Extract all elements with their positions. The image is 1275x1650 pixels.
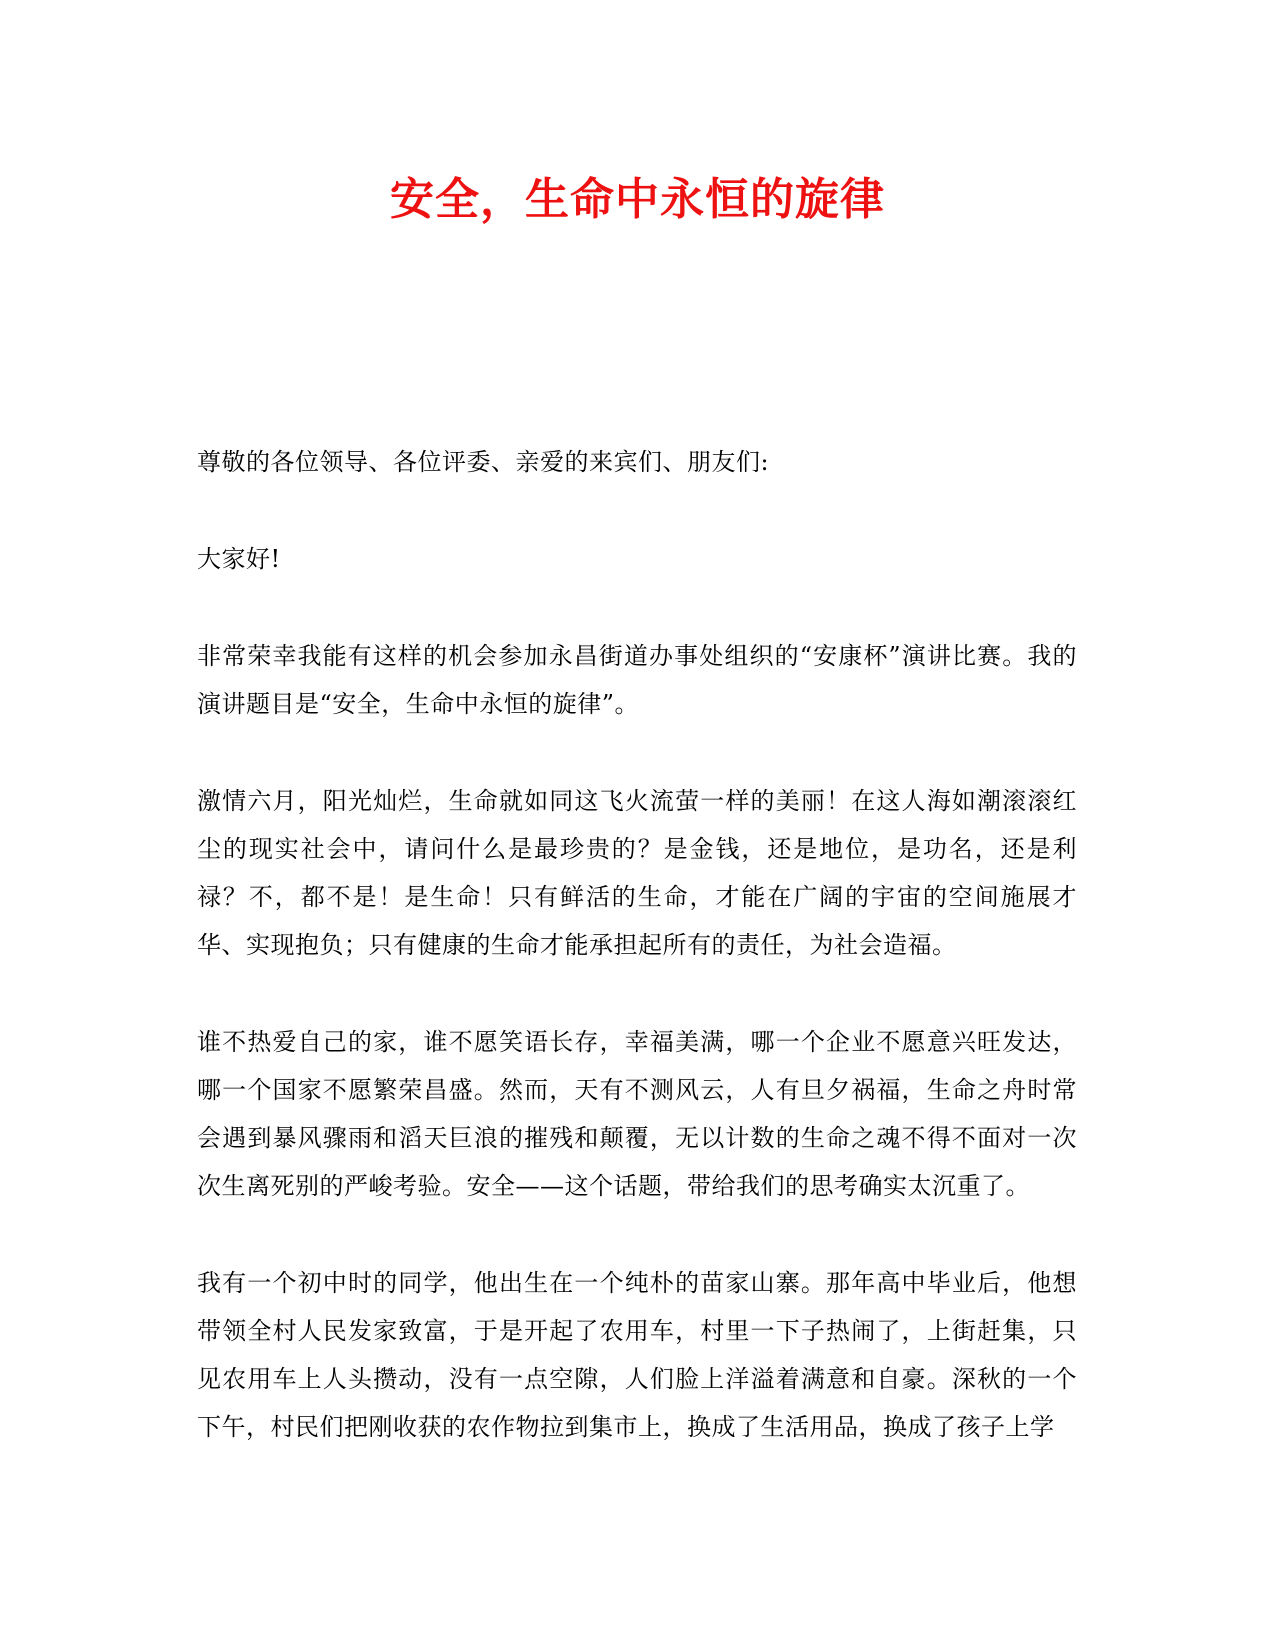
paragraph-intro: 非常荣幸我能有这样的机会参加永昌街道办事处组织的“安康杯”演讲比赛。我的演讲题目是“安全，生命中永恒的旋律”。 [197,642,1077,718]
paragraph-greeting: 尊敬的各位领导、各位评委、亲爱的来宾们、朋友们: [197,448,770,476]
document-title: 安全，生命中永恒的旋律 [390,174,885,225]
paragraph-hello: 大家好! [197,545,281,573]
paragraph-june: 激情六月，阳光灿烂，生命就如同这飞火流萤一样的美丽！在这人海如潮滚滚红尘的现实社会中，请问什么是最珍贵的？是金钱，还是地位，是功名，还是利禄？不，都不是！是生命！只有鲜活的生命，才能在广阔的宇宙的空间施展才华、实现抱负；只有健康的生命才能承担起所有的责任，为社会造福。 [197,787,1077,959]
paragraph-classmate: 我有一个初中时的同学，他出生在一个纯朴的苗家山寨。那年高中毕业后，他想带领全村人民发家致富，于是开起了农用车，村里一下子热闹了，上街赶集，只见农用车上人头攒动，没有一点空隙，人们脸上洋溢着满意和自豪。深秋的一个下午，村民们把刚收获的农作物拉到集市上，换成了生活用品，换成了孩子上学 [197,1269,1077,1441]
document-body [197,438,1077,1500]
paragraph-home: 谁不热爱自己的家，谁不愿笑语长存，幸福美满，哪一个企业不愿意兴旺发达，哪一个国家不愿繁荣昌盛。然而，天有不测风云，人有旦夕祸福，生命之舟时常会遇到暴风骤雨和滔天巨浪的摧残和颠覆，无以计数的生命之魂不得不面对一次次生离死别的严峻考验。安全——这个话题，带给我们的思考确实太沉重了。 [197,1028,1077,1200]
